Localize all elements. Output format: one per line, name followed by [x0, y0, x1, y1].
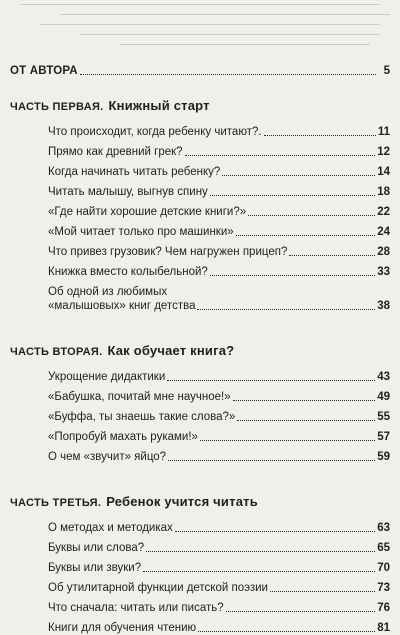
toc-entry[interactable] [48, 364, 390, 384]
dot-leader [175, 531, 375, 532]
dot-leader [167, 380, 375, 381]
part-items [10, 119, 390, 313]
toc-author-label: ОТ АВТОРА [10, 65, 78, 77]
toc-entry[interactable] [48, 424, 390, 444]
toc-entry-multiline[interactable] [48, 279, 390, 299]
toc-page-number: 33 [377, 266, 390, 278]
toc-entry[interactable] [48, 239, 390, 259]
dot-leader [237, 420, 375, 421]
toc-entry-title: «Буффа, ты знаешь такие слова?» [48, 411, 236, 423]
toc-page-number: 24 [377, 226, 390, 238]
part-label: ЧАСТЬ ТРЕТЬЯ. [10, 497, 102, 509]
toc-entry-title: Что привез грузовик? Чем нагружен прицеп? [48, 246, 288, 258]
dot-leader [226, 611, 376, 612]
toc-entry-title: Когда начинать читать ребенку? [48, 166, 221, 178]
part-title: Ребенок учится читать [106, 494, 258, 509]
toc-entry[interactable] [48, 555, 390, 575]
toc-page-number: 12 [377, 146, 390, 158]
part-title: Книжный старт [108, 98, 210, 113]
toc-entry-title: Об одной из любимых [48, 286, 168, 298]
toc-entry[interactable] [48, 404, 390, 424]
toc-entry-title: Буквы или слова? [48, 542, 145, 554]
part-label: ЧАСТЬ ПЕРВАЯ. [10, 101, 104, 113]
part-heading [10, 343, 390, 358]
toc-page-number: 28 [377, 246, 390, 258]
part-items [10, 515, 390, 635]
toc-page-number: 49 [377, 391, 390, 403]
toc-entry-title: Буквы или звуки? [48, 562, 142, 574]
toc-entry-title: Об утилитарной функции детской поэзии [48, 582, 268, 594]
toc-page-number: 70 [377, 562, 390, 574]
dot-leader [146, 551, 375, 552]
part-heading [10, 98, 390, 113]
toc-entry[interactable] [48, 615, 390, 635]
dot-leader [80, 74, 376, 75]
dot-leader [248, 215, 375, 216]
dot-leader [168, 460, 375, 461]
toc-entry-title: О методах и методиках [48, 522, 173, 534]
toc-entry[interactable] [48, 139, 390, 159]
toc-entry-title-continued: «малышовых» книг детства [48, 300, 196, 312]
toc-entry-title: «Бабушка, почитай мне научное!» [48, 391, 231, 403]
toc-entry-title: Что происходит, когда ребенку читают?. [48, 126, 262, 138]
toc-page-number: 14 [377, 166, 390, 178]
dot-leader [143, 571, 375, 572]
dot-leader [233, 400, 376, 401]
part-heading [10, 494, 390, 509]
toc-entry-title: Книжка вместо колыбельной? [48, 266, 208, 278]
toc-entry[interactable] [48, 219, 390, 239]
toc-entry[interactable] [48, 515, 390, 535]
dot-leader [289, 255, 375, 256]
toc-entry-title: О чем «звучит» яйцо? [48, 451, 167, 463]
toc-entry-title: «Попробуй махать руками!» [48, 431, 198, 443]
dot-leader [236, 235, 376, 236]
toc-page-number: 38 [377, 300, 390, 312]
dot-leader [197, 309, 375, 310]
toc-entry[interactable] [48, 444, 390, 464]
part-title: Как обучает книга? [107, 343, 235, 358]
toc-entry-title: Книги для обучения чтению [48, 622, 197, 634]
toc-page-number: 65 [377, 542, 390, 554]
toc-page-number: 73 [377, 582, 390, 594]
toc-page-number: 63 [377, 522, 390, 534]
toc-entry[interactable] [48, 179, 390, 199]
toc-entry-title: Укрощение дидактики [48, 371, 166, 383]
toc-entry-title: «Мой читает только про машинки» [48, 226, 234, 238]
toc-page-number: 55 [377, 411, 390, 423]
toc-page-number: 11 [377, 126, 390, 138]
toc-page-number: 81 [377, 622, 390, 634]
toc-entry-title: Читать малышу, выгнув спину [48, 186, 208, 198]
toc-page-number: 57 [377, 431, 390, 443]
part-label: ЧАСТЬ ВТОРАЯ. [10, 346, 103, 358]
toc-entry[interactable] [48, 535, 390, 555]
toc-entry-title: «Где найти хорошие детские книги?» [48, 206, 247, 218]
dot-leader [264, 135, 376, 136]
toc-page-number: 18 [377, 186, 390, 198]
dot-leader [185, 155, 376, 156]
toc-entry-title: Прямо как древний грек? [48, 146, 183, 158]
toc-entry[interactable] [48, 575, 390, 595]
dot-leader [210, 275, 375, 276]
part-items [10, 364, 390, 464]
dot-leader [270, 591, 375, 592]
toc-entry[interactable] [48, 259, 390, 279]
toc-author-entry[interactable] [10, 62, 390, 78]
toc-entry[interactable] [48, 119, 390, 139]
toc-entry[interactable] [48, 159, 390, 179]
dot-leader [198, 631, 375, 632]
toc-entry[interactable] [48, 199, 390, 219]
toc-page-number: 5 [383, 65, 390, 77]
toc-entry[interactable] [48, 595, 390, 615]
dot-leader [222, 175, 375, 176]
toc-page-number: 59 [377, 451, 390, 463]
dot-leader [210, 195, 375, 196]
page-bleed-through [0, 0, 400, 62]
dot-leader [200, 440, 375, 441]
toc-entry-continuation[interactable] [48, 299, 390, 313]
toc-page-number: 22 [377, 206, 390, 218]
toc-entry[interactable] [48, 384, 390, 404]
table-of-contents [10, 62, 390, 635]
toc-page-number: 76 [377, 602, 390, 614]
toc-entry-title: Что сначала: читать или писать? [48, 602, 224, 614]
toc-page-number: 43 [377, 371, 390, 383]
